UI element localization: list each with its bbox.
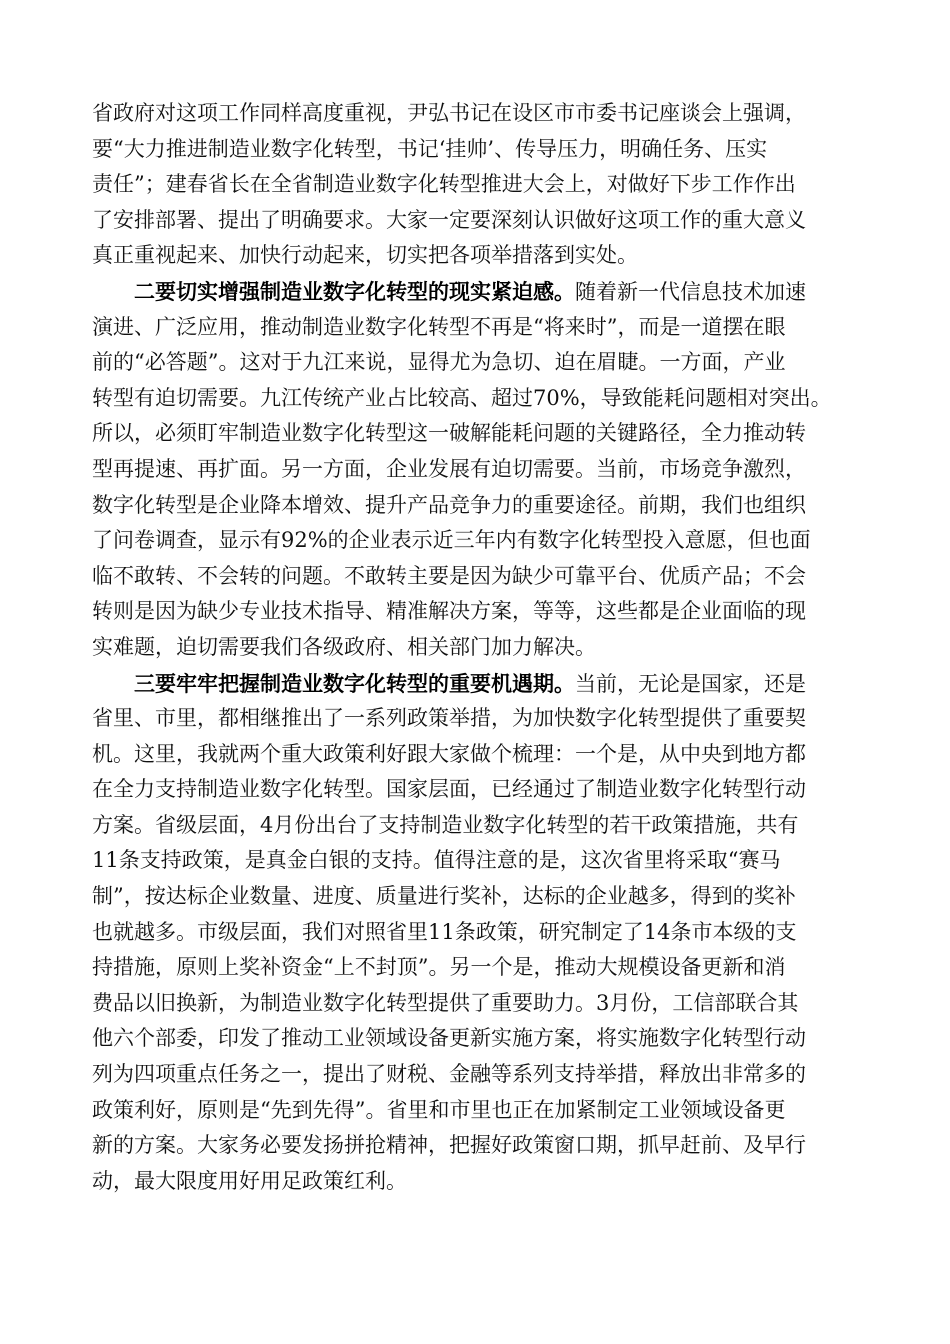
text-line: 临不敢转、不会转的问题。不敢转主要是因为缺少可靠平台、优质产品；不会 <box>92 563 806 588</box>
text-line: 制”，按达标企业数量、进度、质量进行奖补，达标的企业越多，得到的奖补 <box>92 884 796 909</box>
text-run: 随着新一代信息技术加速 <box>575 279 806 304</box>
text-line: 动，最大限度用好用足政策红利。 <box>92 1168 407 1193</box>
paragraph-2 <box>92 274 862 666</box>
text-line: 省政府对这项工作同样高度重视，尹弘书记在设区市市委书记座谈会上强调， <box>92 101 806 125</box>
text-line: 数字化转型是企业降本增效、提升产品竞争力的重要途径。前期，我们也组织 <box>92 492 806 517</box>
text-line: 方案。省级层面，4月份出台了支持制造业数字化转型的若干政策措施，共有 <box>92 812 799 837</box>
text-line: 政策利好，原则是“先到先得”。省里和市里也正在加紧制定工业领域设备更 <box>92 1097 786 1122</box>
text-line: 他六个部委，印发了推动工业领域设备更新实施方案，将实施数字化转型行动 <box>92 1026 806 1051</box>
text-line: 真正重视起来、加快行动起来，切实把各项举措落到实处。 <box>92 243 638 268</box>
text-line: 在全力支持制造业数字化转型。国家层面，已经通过了制造业数字化转型行动 <box>92 777 806 802</box>
text-line: 实难题，迫切需要我们各级政府、相关部门加力解决。 <box>92 634 596 659</box>
text-line: 持措施，原则上奖补资金“上不封顶”。另一个是，推动大规模设备更新和消 <box>92 955 786 980</box>
text-line <box>92 666 862 702</box>
text-line: 也就越多。市级层面，我们对照省里11条政策，研究制定了14条市本级的支 <box>92 919 797 944</box>
text-line: 了安排部署、提出了明确要求。大家一定要深刻认识做好这项工作的重大意义 <box>92 207 806 232</box>
text-line: 省里、市里，都相继推出了一系列政策举措，为加快数字化转型提供了重要契 <box>92 706 806 731</box>
section-heading-3: 三要牢牢把握制造业数字化转型的重要机遇期。 <box>134 670 575 696</box>
section-heading-2: 二要切实增强制造业数字化转型的现实紧迫感。 <box>134 278 575 304</box>
text-line: 11条支持政策，是真金白银的支持。值得注意的是，这次省里将采取“赛马 <box>92 848 781 873</box>
text-line: 了问卷调查，显示有92%的企业表示近三年内有数字化转型投入意愿，但也面 <box>92 528 811 553</box>
text-line: 所以，必须盯牢制造业数字化转型这一破解能耗问题的关键路径，全力推动转 <box>92 421 806 446</box>
document-body <box>92 96 862 1199</box>
text-line: 转则是因为缺少专业技术指导、精准解决方案，等等，这些都是企业面临的现 <box>92 599 806 624</box>
text-line: 型再提速、再扩面。另一方面，企业发展有迫切需要。当前，市场竞争激烈， <box>92 456 806 481</box>
text-line: 要“大力推进制造业数字化转型，书记‘挂帅’、传导压力，明确任务、压实 <box>92 136 768 161</box>
text-line <box>92 274 862 310</box>
text-line: 转型有迫切需要。九江传统产业占比较高、超过70%，导致能耗问题相对突出。 <box>92 385 832 410</box>
text-line: 列为四项重点任务之一，提出了财税、金融等系列支持举措，释放出非常多的 <box>92 1062 806 1087</box>
text-line: 机。这里，我就两个重大政策利好跟大家做个梳理：一个是，从中央到地方都 <box>92 741 806 766</box>
text-line: 演进、广泛应用，推动制造业数字化转型不再是“将来时”，而是一道摆在眼 <box>92 314 786 339</box>
text-line: 新的方案。大家务必要发扬拼抢精神，把握好政策窗口期，抓早赶前、及早行 <box>92 1133 806 1158</box>
text-line: 责任”；建春省长在全省制造业数字化转型推进大会上，对做好下步工作作出 <box>92 172 796 197</box>
paragraph-1 <box>92 96 862 274</box>
text-line: 费品以旧换新，为制造业数字化转型提供了重要助力。3月份，工信部联合其 <box>92 990 799 1015</box>
text-run: 当前，无论是国家，还是 <box>575 671 806 696</box>
paragraph-3 <box>92 666 862 1200</box>
text-line: 前的“必答题”。这对于九江来说，显得尤为急切、迫在眉睫。一方面，产业 <box>92 350 786 375</box>
